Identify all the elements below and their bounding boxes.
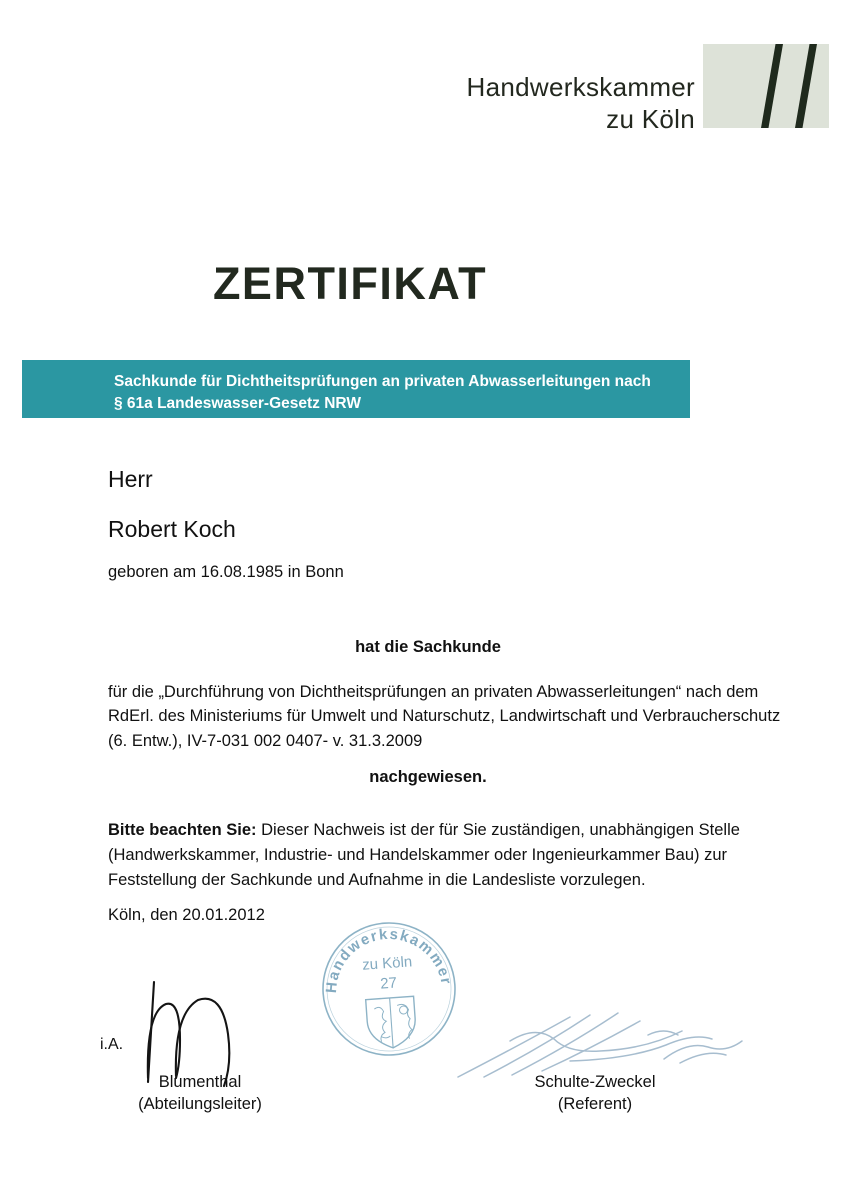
organization-logo: [467, 44, 829, 135]
subject-banner-text: [114, 371, 676, 416]
attestation-heading: hat die Sachkunde: [355, 638, 501, 656]
logo-bar-one-icon: [761, 44, 783, 128]
scope-line-1: für die „Durchführung von Dichtheitsprüfungen an privaten Abwasserleitungen“ nach dem: [108, 683, 759, 701]
signature-left-name: Blumenthal: [158, 1073, 242, 1091]
logo-mark-icon: [703, 44, 829, 128]
page-title: ZERTIFIKAT: [212, 258, 488, 309]
scope-line-2: RdErl. des Ministeriums für Umwelt und Naturschutz, Landwirtschaft und Verbraucherschutz: [108, 707, 781, 726]
recipient-salutation: Herr: [108, 466, 153, 492]
signature-right-name: Schulte-Zweckel: [534, 1073, 656, 1091]
subject-banner: [22, 360, 690, 418]
recipient-birth-line: geboren am 16.08.1985 in Bonn: [108, 563, 344, 581]
attestation-closing: nachgewiesen.: [369, 768, 487, 786]
signature-right-caption: [450, 1072, 740, 1116]
signature-left-caption: [60, 1072, 340, 1116]
notice-line-2: (Handwerkskammer, Industrie- und Handelskammer oder Ingenieurkammer Bau) zur: [108, 845, 727, 864]
subject-banner-line-1: Sachkunde für Dichtheitsprüfungen an privaten Abwasserleitungen nach: [114, 373, 651, 390]
scope-line-3: (6. Entw.), IV-7-031 002 0407- v. 31.3.2009: [108, 731, 423, 750]
stamp-center-line-2: 27: [379, 974, 398, 993]
stamp-ring-text: Handwerkskammer: [322, 925, 455, 994]
signature-right-role: (Referent): [557, 1094, 633, 1113]
signature-left-prefix: i.A.: [100, 1036, 124, 1053]
issue-place-date: Köln, den 20.01.2012: [108, 906, 265, 924]
subject-banner-line-2: § 61a Landeswasser-Gesetz NRW: [114, 395, 361, 413]
notice-line-1-rest: Dieser Nachweis ist der für Sie zuständigen, unabhängigen Stelle: [256, 821, 740, 839]
signature-left-role: (Abteilungsleiter): [138, 1094, 262, 1113]
stamp-coat-of-arms-icon: [366, 996, 417, 1049]
logo-wordmark-line2: zu Köln: [606, 103, 695, 134]
recipient-name: Robert Koch: [108, 516, 236, 542]
stamp-center-line-1: zu Köln: [361, 953, 413, 974]
official-stamp-icon: [313, 913, 465, 1065]
notice-line-1: [108, 818, 768, 843]
attestation-scope-paragraph: [108, 680, 781, 753]
logo-wordmark: [467, 44, 703, 135]
logo-wordmark-line1: Handwerkskammer: [466, 72, 695, 102]
notice-line-3: Feststellung der Sachkunde und Aufnahme in die Landesliste vorzulegen.: [108, 870, 646, 889]
notice-paragraph: [108, 818, 768, 892]
notice-lead: Bitte beachten Sie:: [108, 821, 257, 839]
logo-bar-two-icon: [795, 44, 817, 128]
